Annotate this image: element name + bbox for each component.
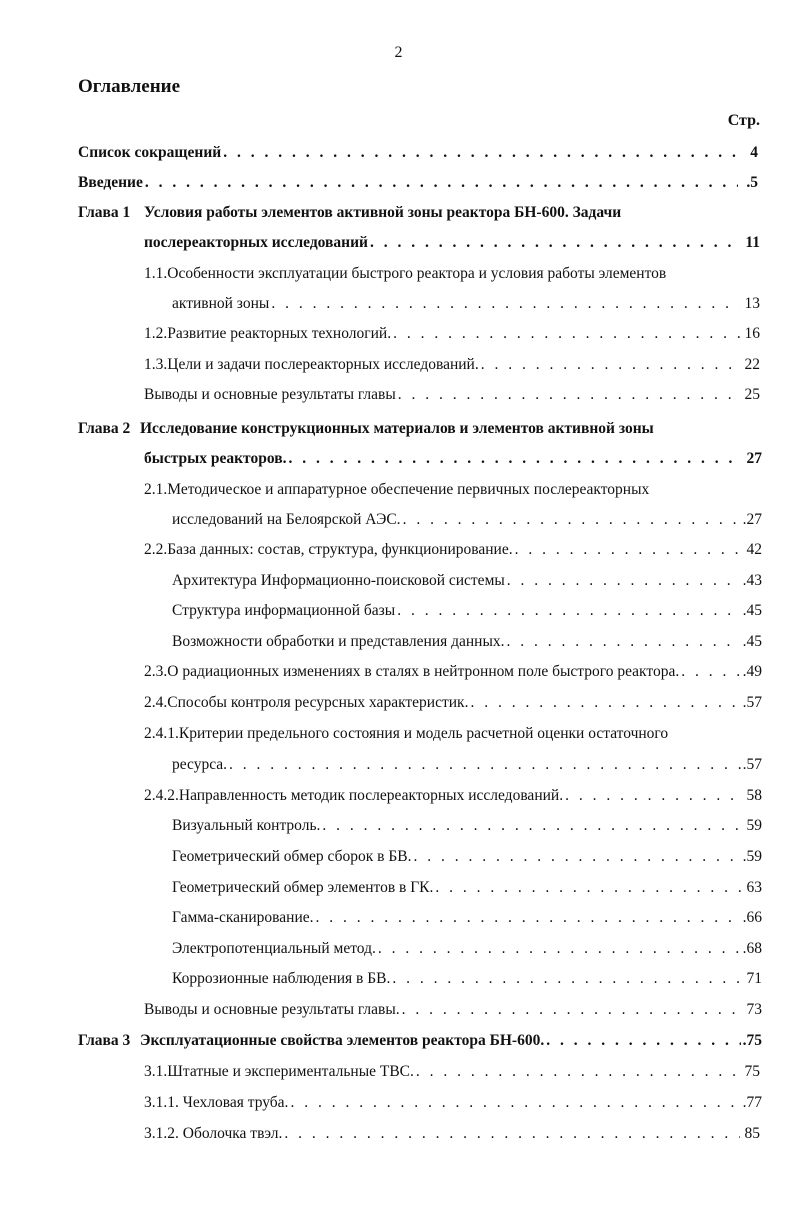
toc-entry-page: 22 xyxy=(744,356,760,373)
toc-entry-page: 59 xyxy=(746,817,762,834)
toc-entry-page: 42 xyxy=(746,541,762,558)
chapter-3-label: Глава 3 xyxy=(78,1032,131,1049)
chapter-1-title-line1: Условия работы элементов активной зоны реактора БН-600. Задачи xyxy=(144,204,622,221)
toc-entry-title: 3.1.2. Оболочка твэл. xyxy=(144,1125,283,1142)
toc-entry-electropotential xyxy=(172,938,762,960)
toc-entry-page: .43 xyxy=(742,572,762,589)
toc-entry-visual-inspection xyxy=(172,815,762,837)
toc-entry-introduction xyxy=(78,172,758,194)
toc-entry-page: .77 xyxy=(742,1094,762,1111)
toc-entry-section-2-3 xyxy=(144,661,762,683)
toc-heading: Оглавление xyxy=(78,76,181,97)
toc-entry-section-2-2-processing xyxy=(172,631,762,653)
toc-entry-section-2-4-1 xyxy=(172,754,762,776)
toc-entry-title: 2.4.2.Направленность методик послереакторных исследований. xyxy=(144,787,564,804)
toc-entry-title: активной зоны xyxy=(172,295,270,312)
toc-entry-title: 3.1.Штатные и экспериментальные ТВС. xyxy=(144,1063,414,1080)
toc-entry-title: Введение xyxy=(78,174,143,191)
toc-entry-chapter-1-conclusions xyxy=(144,384,760,406)
toc-entry-section-2-4-2 xyxy=(144,785,762,807)
page-number: 2 xyxy=(394,44,403,61)
toc-entry-page: .57 xyxy=(742,756,762,773)
toc-entry-section-1-3 xyxy=(144,354,760,376)
chapter-2-label: Глава 2 xyxy=(78,420,131,437)
toc-entry-section-2-4 xyxy=(144,692,762,714)
chapter-1-label: Глава 1 xyxy=(78,204,131,221)
toc-entry-page: 73 xyxy=(746,1001,762,1018)
toc-entry-page: .45 xyxy=(742,633,762,650)
toc-entry-page: 85 xyxy=(744,1125,760,1142)
toc-entry-section-2-1 xyxy=(172,509,762,531)
toc-entry-abbreviations xyxy=(78,142,758,164)
toc-entry-title: Визуальный контроль. xyxy=(172,817,321,834)
toc-entry-title: Электропотенциальный метод. xyxy=(172,940,376,957)
toc-entry-title: послереакторных исследований xyxy=(144,234,368,251)
toc-entry-section-2-2 xyxy=(144,539,762,561)
toc-entry-title: Архитектура Информационно-поисковой системы xyxy=(172,572,505,589)
toc-entry-page: .59 xyxy=(742,848,762,865)
toc-entry-page: .66 xyxy=(742,909,762,926)
toc-entry-page: .45 xyxy=(742,602,762,619)
toc-entry-title: 2.3.О радиационных изменениях в сталях в нейтронном поле быстрого реактора. xyxy=(144,663,680,680)
toc-entry-section-3-1-2 xyxy=(144,1123,760,1145)
toc-entry-page: 63 xyxy=(746,879,762,896)
toc-entry-title: Гамма-сканирование. xyxy=(172,909,314,926)
toc-entry-title: ресурса. xyxy=(172,756,228,773)
toc-entry-title: Эксплуатационные свойства элементов реактора БН-600. xyxy=(140,1032,545,1049)
toc-entry-page: 58 xyxy=(746,787,762,804)
toc-entry-chapter-2-conclusions xyxy=(144,999,762,1021)
toc-entry-title: Геометрический обмер элементов в ГК. xyxy=(172,879,434,896)
toc-entry-section-1-2 xyxy=(144,323,760,345)
toc-entry-title: Список сокращений xyxy=(78,144,222,161)
toc-entry-page: .57 xyxy=(742,694,762,711)
toc-entry-geometric-measure-gk xyxy=(172,877,762,899)
toc-entry-title: Геометрический обмер сборок в БВ. xyxy=(172,848,412,865)
toc-entry-title: исследований на Белоярской АЭС. xyxy=(172,511,401,528)
toc-entry-title: 2.2.База данных: состав, структура, функционирование. xyxy=(144,541,513,558)
toc-entry-geometric-measure-bv xyxy=(172,846,762,868)
toc-entry-title: 3.1.1. Чехловая труба. xyxy=(144,1094,289,1111)
toc-entry-section-2-2-structure xyxy=(172,600,762,622)
toc-entry-page: .5 xyxy=(746,174,758,191)
toc-entry-page: .27 xyxy=(742,511,762,528)
section-2-4-1-title-line1: 2.4.1.Критерии предельного состояния и модель расчетной оценки остаточного xyxy=(144,725,669,742)
toc-entry-title: Возможности обработки и представления данных. xyxy=(172,633,505,650)
toc-entry-page: 75 xyxy=(744,1063,760,1080)
toc-entry-section-3-1 xyxy=(144,1061,760,1083)
toc-entry-chapter-1 xyxy=(144,232,760,254)
toc-entry-title: 1.3.Цели и задачи послереакторных исследований. xyxy=(144,356,479,373)
toc-entry-title: 1.2.Развитие реакторных технологий. xyxy=(144,325,392,342)
toc-entry-title: Выводы и основные результаты главы. xyxy=(144,1001,400,1018)
toc-entry-section-3-1-1 xyxy=(144,1092,762,1114)
page-column-label: Стр. xyxy=(727,112,760,129)
toc-entry-page: 27 xyxy=(746,450,762,467)
toc-entry-section-1-1 xyxy=(172,293,760,315)
toc-entry-page: 11 xyxy=(745,234,760,251)
toc-entry-page: 16 xyxy=(744,325,760,342)
chapter-2-title-line1: Исследование конструкционных материалов и элементов активной зоны xyxy=(140,420,654,437)
toc-entry-title: Выводы и основные результаты главы xyxy=(144,386,396,403)
toc-entry-page: .75 xyxy=(742,1032,762,1049)
toc-entry-title: 2.4.Способы контроля ресурсных характеристик. xyxy=(144,694,469,711)
toc-entry-chapter-2 xyxy=(144,448,762,470)
toc-entry-gamma-scanning xyxy=(172,907,762,929)
toc-entry-section-2-2-architecture xyxy=(172,570,762,592)
toc-entry-page: 4 xyxy=(750,144,758,161)
toc-entry-title: быстрых реакторов. xyxy=(144,450,287,467)
toc-entry-title: Коррозионные наблюдения в БВ. xyxy=(172,970,391,987)
toc-entry-corrosion xyxy=(172,968,762,990)
toc-entry-page: 25 xyxy=(744,386,760,403)
section-1-1-title-line1: 1.1.Особенности эксплуатации быстрого реактора и условия работы элементов xyxy=(144,265,667,282)
toc-entry-page: 13 xyxy=(744,295,760,312)
section-2-1-title-line1: 2.1.Методическое и аппаратурное обеспечение первичных послереакторных xyxy=(144,481,650,498)
toc-entry-title: Структура информационной базы xyxy=(172,602,396,619)
toc-entry-page: 71 xyxy=(746,970,762,987)
toc-entry-page: .68 xyxy=(742,940,762,957)
toc-entry-chapter-3 xyxy=(140,1030,762,1052)
toc-entry-page: .49 xyxy=(742,663,762,680)
